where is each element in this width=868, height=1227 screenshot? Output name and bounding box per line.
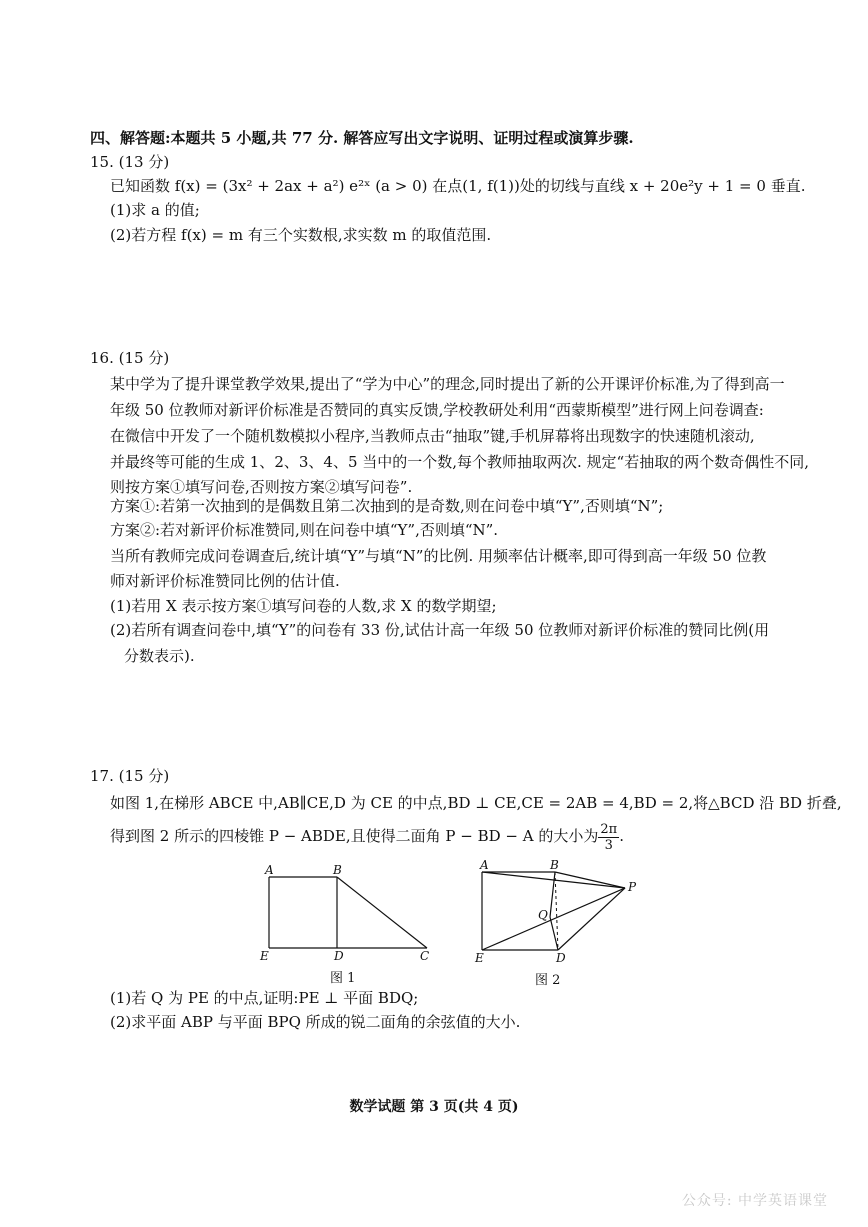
q16-line: 方案②:若对新评价标准赞同,则在问卷中填“Y”,否则填“N”.: [110, 521, 499, 539]
section-heading: 四、解答题:本题共 5 小题,共 77 分. 解答应写出文字说明、证明过程或演算步骤.: [90, 129, 634, 147]
q17-part1: (1)若 Q 为 PE 的中点,证明:PE ⊥ 平面 BDQ;: [110, 989, 419, 1007]
fig2-label-a: A: [480, 858, 489, 872]
fig2-caption: 图 2: [535, 973, 561, 988]
q17-line2-end: .: [619, 827, 624, 845]
q15-part2: (2)若方程 f(x) = m 有三个实数根,求实数 m 的取值范围.: [110, 226, 492, 244]
q17-line2: [110, 820, 624, 853]
q16-part2b: 分数表示).: [124, 647, 195, 665]
watermark: 公众号: 中学英语课堂: [681, 1193, 828, 1209]
figure-1-trapezoid: [255, 860, 440, 970]
q16-line: 某中学为了提升课堂教学效果,提出了“学为中心”的理念,同时提出了新的公开课评价标准,为了得到高一: [110, 375, 785, 393]
q17-line1: 如图 1,在梯形 ABCE 中,AB∥CE,D 为 CE 的中点,BD ⊥ CE,CE = 2AB = 4,BD = 2,将△BCD 沿 BD 折叠,: [110, 794, 842, 812]
fig2-label-d: D: [556, 951, 566, 965]
fig2-label-b: B: [550, 858, 559, 872]
q16-line: 当所有教师完成问卷调查后,统计填“Y”与填“N”的比例. 用频率估计概率,即可得到高一年级 50 位教: [110, 547, 767, 565]
page-footer: 数学试题 第 3 页(共 4 页): [349, 1099, 519, 1115]
q15-stem: 已知函数 f(x) = (3x² + 2ax + a²) e²ˣ (a > 0) 在点(1, f(1))处的切线与直线 x + 20e²y + 1 = 0 垂直.: [110, 177, 806, 195]
fig1-caption: 图 1: [330, 971, 356, 986]
fraction-denominator: 3: [604, 837, 613, 853]
q16-line: 在微信中开发了一个随机数模拟小程序,当教师点击“抽取”键,手机屏幕将出现数字的快速随机滚动,: [110, 427, 755, 445]
q16-line: 年级 50 位教师对新评价标准是否赞同的真实反馈,学校教研处利用“西蒙斯模型”进行网上问卷调查:: [110, 401, 764, 419]
fig2-label-e: E: [475, 951, 484, 965]
fig2-label-p: P: [628, 880, 637, 894]
q17-part2: (2)求平面 ABP 与平面 BPQ 所成的锐二面角的余弦值的大小.: [110, 1013, 521, 1031]
angle-fraction: [598, 822, 619, 853]
fraction-numerator: 2π: [600, 821, 618, 837]
figure-2-pyramid: [470, 855, 645, 970]
q16-part2a: (2)若所有调查问卷中,填“Y”的问卷有 33 份,试估计高一年级 50 位教师对新评价标准的赞同比例(用: [110, 621, 770, 639]
fig1-label-d: D: [334, 949, 344, 963]
q17-line2-text: 得到图 2 所示的四棱锥 P − ABDE,且使得二面角 P − BD − A 的大小为: [110, 827, 599, 845]
q15-number: 15. (13 分): [90, 153, 170, 171]
q17-number: 17. (15 分): [90, 767, 170, 785]
fig1-label-e: E: [260, 949, 269, 963]
q16-line: 方案①:若第一次抽到的是偶数且第二次抽到的是奇数,则在问卷中填“Y”,否则填“N”;: [110, 497, 664, 515]
q15-part1: (1)求 a 的值;: [110, 201, 200, 219]
fig2-label-q: Q: [538, 908, 548, 922]
q16-part1: (1)若用 X 表示按方案①填写问卷的人数,求 X 的数学期望;: [110, 597, 497, 615]
q16-number: 16. (15 分): [90, 349, 170, 367]
q16-line: 师对新评价标准赞同比例的估计值.: [110, 572, 340, 590]
fig1-label-a: A: [265, 863, 274, 877]
fig1-label-c: C: [420, 949, 430, 963]
fig1-label-b: B: [333, 863, 342, 877]
q16-line: 并最终等可能的生成 1、2、3、4、5 当中的一个数,每个教师抽取两次. 规定“若抽取的两个数奇偶性不同,: [110, 453, 809, 471]
q16-line: 则按方案①填写问卷,否则按方案②填写问卷”.: [110, 478, 413, 496]
